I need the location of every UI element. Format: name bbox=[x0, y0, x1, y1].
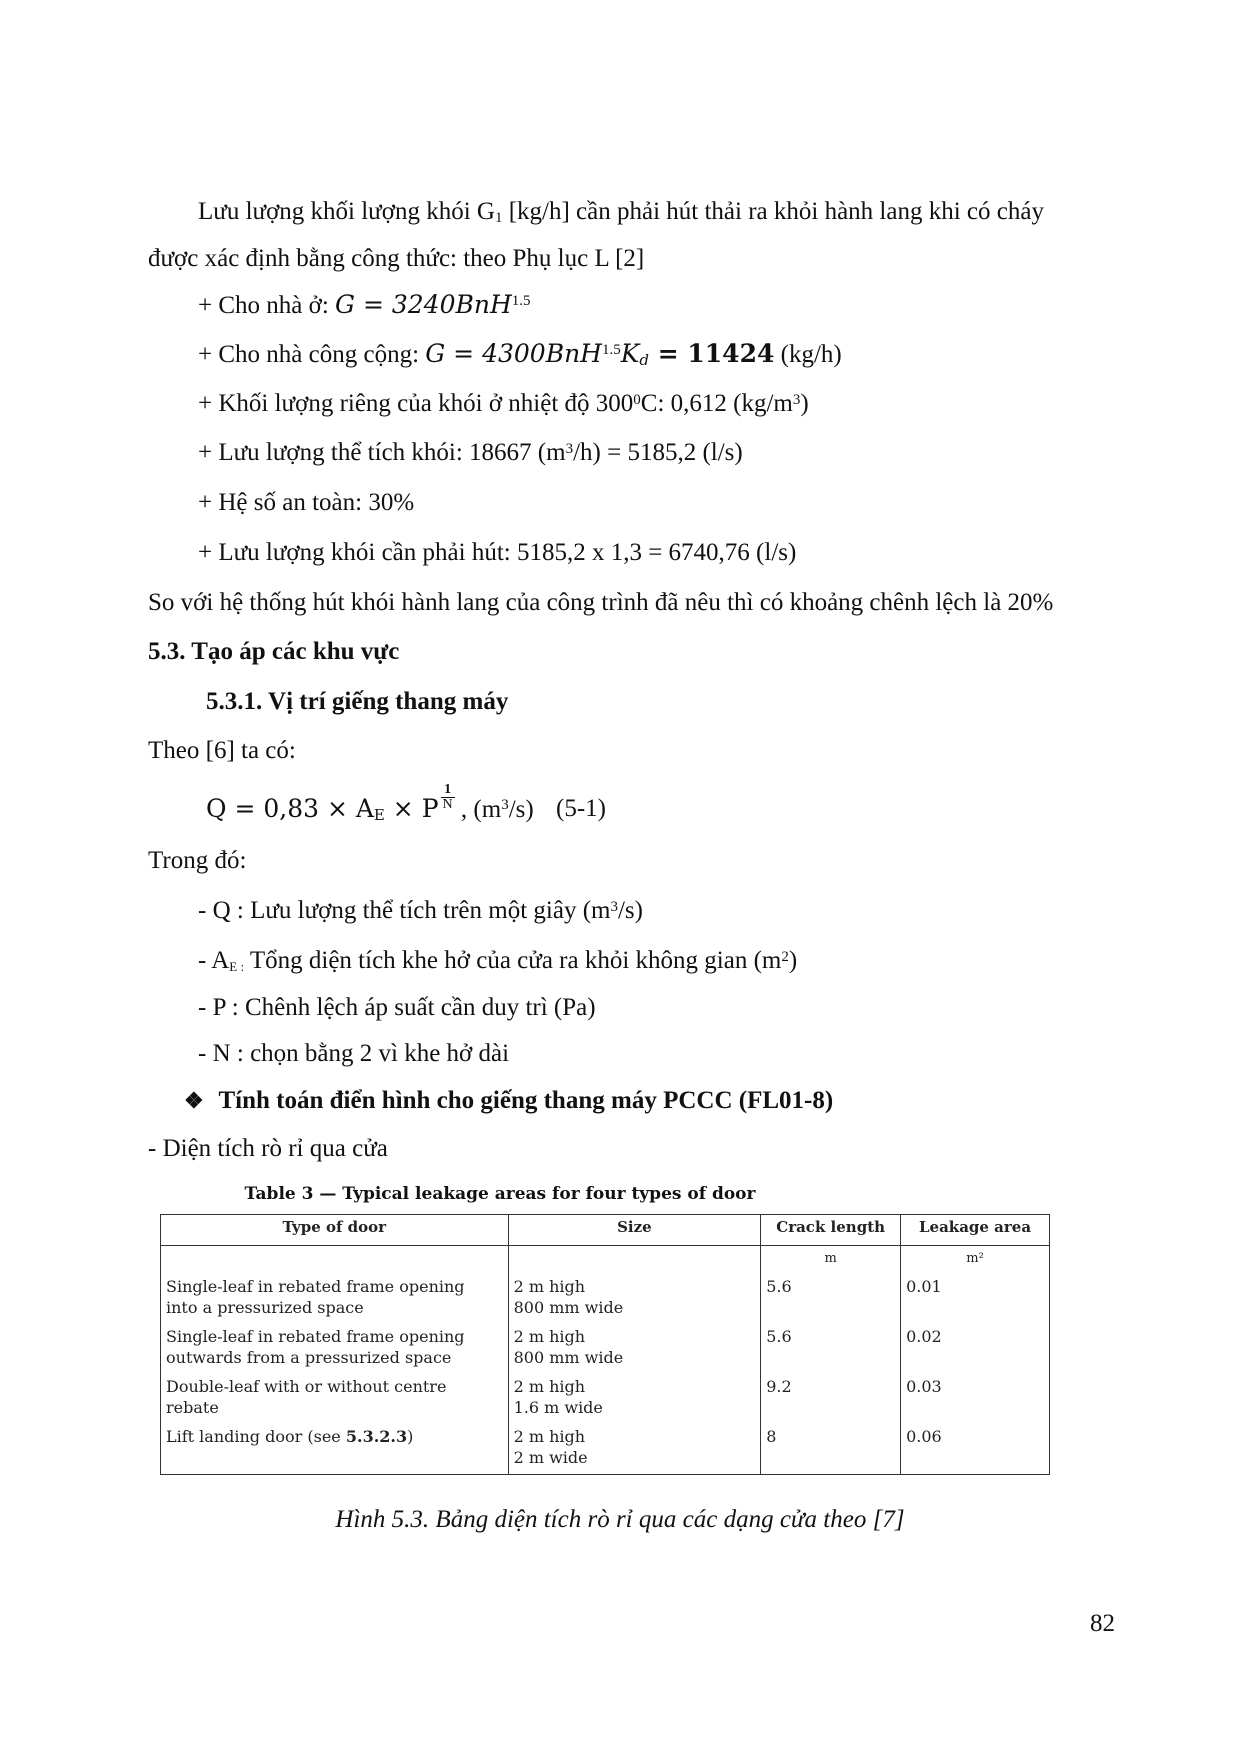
leakage-table bbox=[160, 1214, 1050, 1475]
line: rebate bbox=[166, 1398, 219, 1417]
cell-type bbox=[161, 1374, 509, 1424]
subscript: d bbox=[639, 351, 650, 369]
label: + Cho nhà ở: bbox=[198, 292, 336, 319]
equation-5-1 bbox=[206, 782, 534, 828]
paragraph-line-2: được xác định bằng công thức: theo Phụ lục L [2] bbox=[148, 245, 645, 272]
line: 2 m wide bbox=[513, 1448, 588, 1467]
trong-do-text: Trong đó: bbox=[148, 847, 247, 874]
item-volume bbox=[198, 437, 743, 469]
cell-area: 0.03 bbox=[901, 1374, 1050, 1424]
text: + Khối lượng riêng của khói ở nhiệt độ 300 bbox=[198, 390, 634, 417]
text: - Q : Lưu lượng thể tích trên một giây (m bbox=[198, 897, 611, 924]
text: ) bbox=[788, 947, 798, 974]
superscript: 3 bbox=[501, 797, 509, 813]
text: Tổng diện tích khe hở của cửa ra khỏi không gian (m bbox=[244, 947, 782, 974]
table-title bbox=[0, 1184, 1000, 1204]
table-title-text: Table 3 — Typical leakage areas for four types of door bbox=[244, 1184, 756, 1204]
line: Single-leaf in rebated frame opening bbox=[166, 1327, 465, 1346]
comparison-text: So với hệ thống hút khói hành lang của công trình đã nêu thì có khoảng chênh lệch là 20% bbox=[148, 589, 1054, 616]
cell-crack: 5.6 bbox=[761, 1324, 901, 1374]
line: 800 mm wide bbox=[513, 1348, 624, 1367]
unit-cell: m bbox=[761, 1246, 901, 1275]
superscript: 3 bbox=[610, 899, 618, 915]
unit-cell bbox=[508, 1246, 761, 1275]
equation-lhs: Q = 0,83 × A bbox=[206, 794, 374, 823]
cell-crack: 9.2 bbox=[761, 1374, 901, 1424]
section-ref: 5.3.2.3 bbox=[345, 1427, 408, 1446]
line: 800 mm wide bbox=[513, 1298, 624, 1317]
item-density bbox=[198, 388, 809, 420]
definition-n: - N : chọn bằng 2 vì khe hở dài bbox=[198, 1040, 510, 1067]
line: Single-leaf in rebated frame opening bbox=[166, 1277, 465, 1296]
table-row bbox=[161, 1424, 1050, 1475]
definition-q bbox=[198, 895, 643, 927]
cell-area: 0.02 bbox=[901, 1324, 1050, 1374]
header-area: Leakage area bbox=[901, 1215, 1050, 1246]
denominator: N bbox=[442, 797, 453, 812]
line: 2 m high bbox=[513, 1427, 586, 1446]
unit: /s) bbox=[508, 796, 534, 823]
exponent: 1.5 bbox=[601, 342, 621, 358]
theo-text: Theo [6] ta có: bbox=[148, 737, 296, 764]
line: ) bbox=[407, 1427, 414, 1446]
unit-cell: m² bbox=[901, 1246, 1050, 1275]
leakage-note: - Diện tích rò rỉ qua cửa bbox=[148, 1135, 388, 1162]
superscript: 2 bbox=[781, 949, 789, 965]
superscript: 3 bbox=[565, 441, 574, 457]
subscript: E bbox=[373, 806, 385, 824]
fraction-exponent bbox=[441, 783, 455, 812]
item-residential bbox=[198, 289, 531, 322]
text: ) bbox=[800, 390, 809, 417]
calc-heading bbox=[184, 1085, 833, 1117]
header-size: Size bbox=[508, 1215, 761, 1246]
result: = 11424 bbox=[649, 339, 775, 368]
section-heading: 5.3. Tạo áp các khu vực bbox=[148, 638, 400, 665]
line: 1.6 m wide bbox=[513, 1398, 603, 1417]
text: /s) bbox=[617, 897, 643, 924]
cell-size bbox=[508, 1324, 761, 1374]
line: into a pressurized space bbox=[166, 1298, 364, 1317]
definition-p: - P : Chênh lệch áp suất cần duy trì (Pa) bbox=[198, 994, 596, 1021]
cell-crack: 5.6 bbox=[761, 1274, 901, 1324]
unit-cell bbox=[161, 1246, 509, 1275]
table-header-row bbox=[161, 1215, 1050, 1246]
cell-type bbox=[161, 1324, 509, 1374]
cell-type bbox=[161, 1424, 509, 1475]
subscript: 1 bbox=[494, 210, 503, 226]
item-public bbox=[198, 338, 842, 373]
cell-type bbox=[161, 1274, 509, 1324]
formula: G = 3240BnH bbox=[335, 290, 512, 319]
paragraph-line-1 bbox=[198, 196, 1044, 231]
item-required: + Lưu lượng khói cần phải hút: 5185,2 x 1,3 = 6740,76 (l/s) bbox=[198, 539, 797, 566]
formula: K bbox=[620, 339, 640, 368]
line: 2 m high bbox=[513, 1277, 586, 1296]
text: [kg/h] cần phải hút thải ra khỏi hành lang khi có cháy bbox=[502, 198, 1044, 225]
formula: G = 4300BnH bbox=[425, 339, 602, 368]
text: - A bbox=[198, 947, 230, 974]
item-safety: + Hệ số an toàn: 30% bbox=[198, 489, 415, 516]
unit: (kg/h) bbox=[774, 341, 842, 368]
page-number: 82 bbox=[1090, 1610, 1115, 1637]
table-row bbox=[161, 1274, 1050, 1324]
line: outwards from a pressurized space bbox=[166, 1348, 452, 1367]
cell-size bbox=[508, 1274, 761, 1324]
header-type: Type of door bbox=[161, 1215, 509, 1246]
diamond-bullet-icon: ❖ bbox=[184, 1088, 204, 1113]
superscript: 3 bbox=[792, 392, 801, 408]
line: Lift landing door (see bbox=[166, 1427, 346, 1446]
subscript: E : bbox=[229, 959, 245, 974]
line: 2 m high bbox=[513, 1377, 586, 1396]
equation-mid: × P bbox=[384, 794, 439, 823]
cell-area: 0.01 bbox=[901, 1274, 1050, 1324]
subsection-heading: 5.3.1. Vị trí giếng thang máy bbox=[206, 688, 509, 715]
calc-heading-text: Tính toán điển hình cho giếng thang máy PCCC (FL01-8) bbox=[218, 1087, 834, 1114]
line: 2 m high bbox=[513, 1327, 586, 1346]
label: + Cho nhà công cộng: bbox=[198, 341, 426, 368]
figure-caption: Hình 5.3. Bảng diện tích rò rỉ qua các dạng cửa theo [7] bbox=[335, 1506, 905, 1533]
table-unit-row bbox=[161, 1246, 1050, 1275]
header-crack: Crack length bbox=[761, 1215, 901, 1246]
text: C: 0,612 (kg/m bbox=[640, 390, 793, 417]
table-row bbox=[161, 1374, 1050, 1424]
definition-ae bbox=[198, 945, 797, 980]
text: + Lưu lượng thể tích khói: 18667 (m bbox=[198, 439, 566, 466]
line: Double-leaf with or without centre bbox=[166, 1377, 447, 1396]
unit: , (m bbox=[454, 796, 502, 823]
table-row bbox=[161, 1324, 1050, 1374]
cell-area: 0.06 bbox=[901, 1424, 1050, 1475]
text: /h) = 5185,2 (l/s) bbox=[573, 439, 743, 466]
text: Lưu lượng khối lượng khói G bbox=[198, 198, 495, 225]
cell-size bbox=[508, 1374, 761, 1424]
cell-size bbox=[508, 1424, 761, 1475]
cell-crack: 8 bbox=[761, 1424, 901, 1475]
equation-number: (5-1) bbox=[556, 795, 606, 822]
exponent: 1.5 bbox=[511, 293, 531, 309]
numerator: 1 bbox=[441, 783, 455, 798]
superscript: 0 bbox=[633, 392, 641, 408]
